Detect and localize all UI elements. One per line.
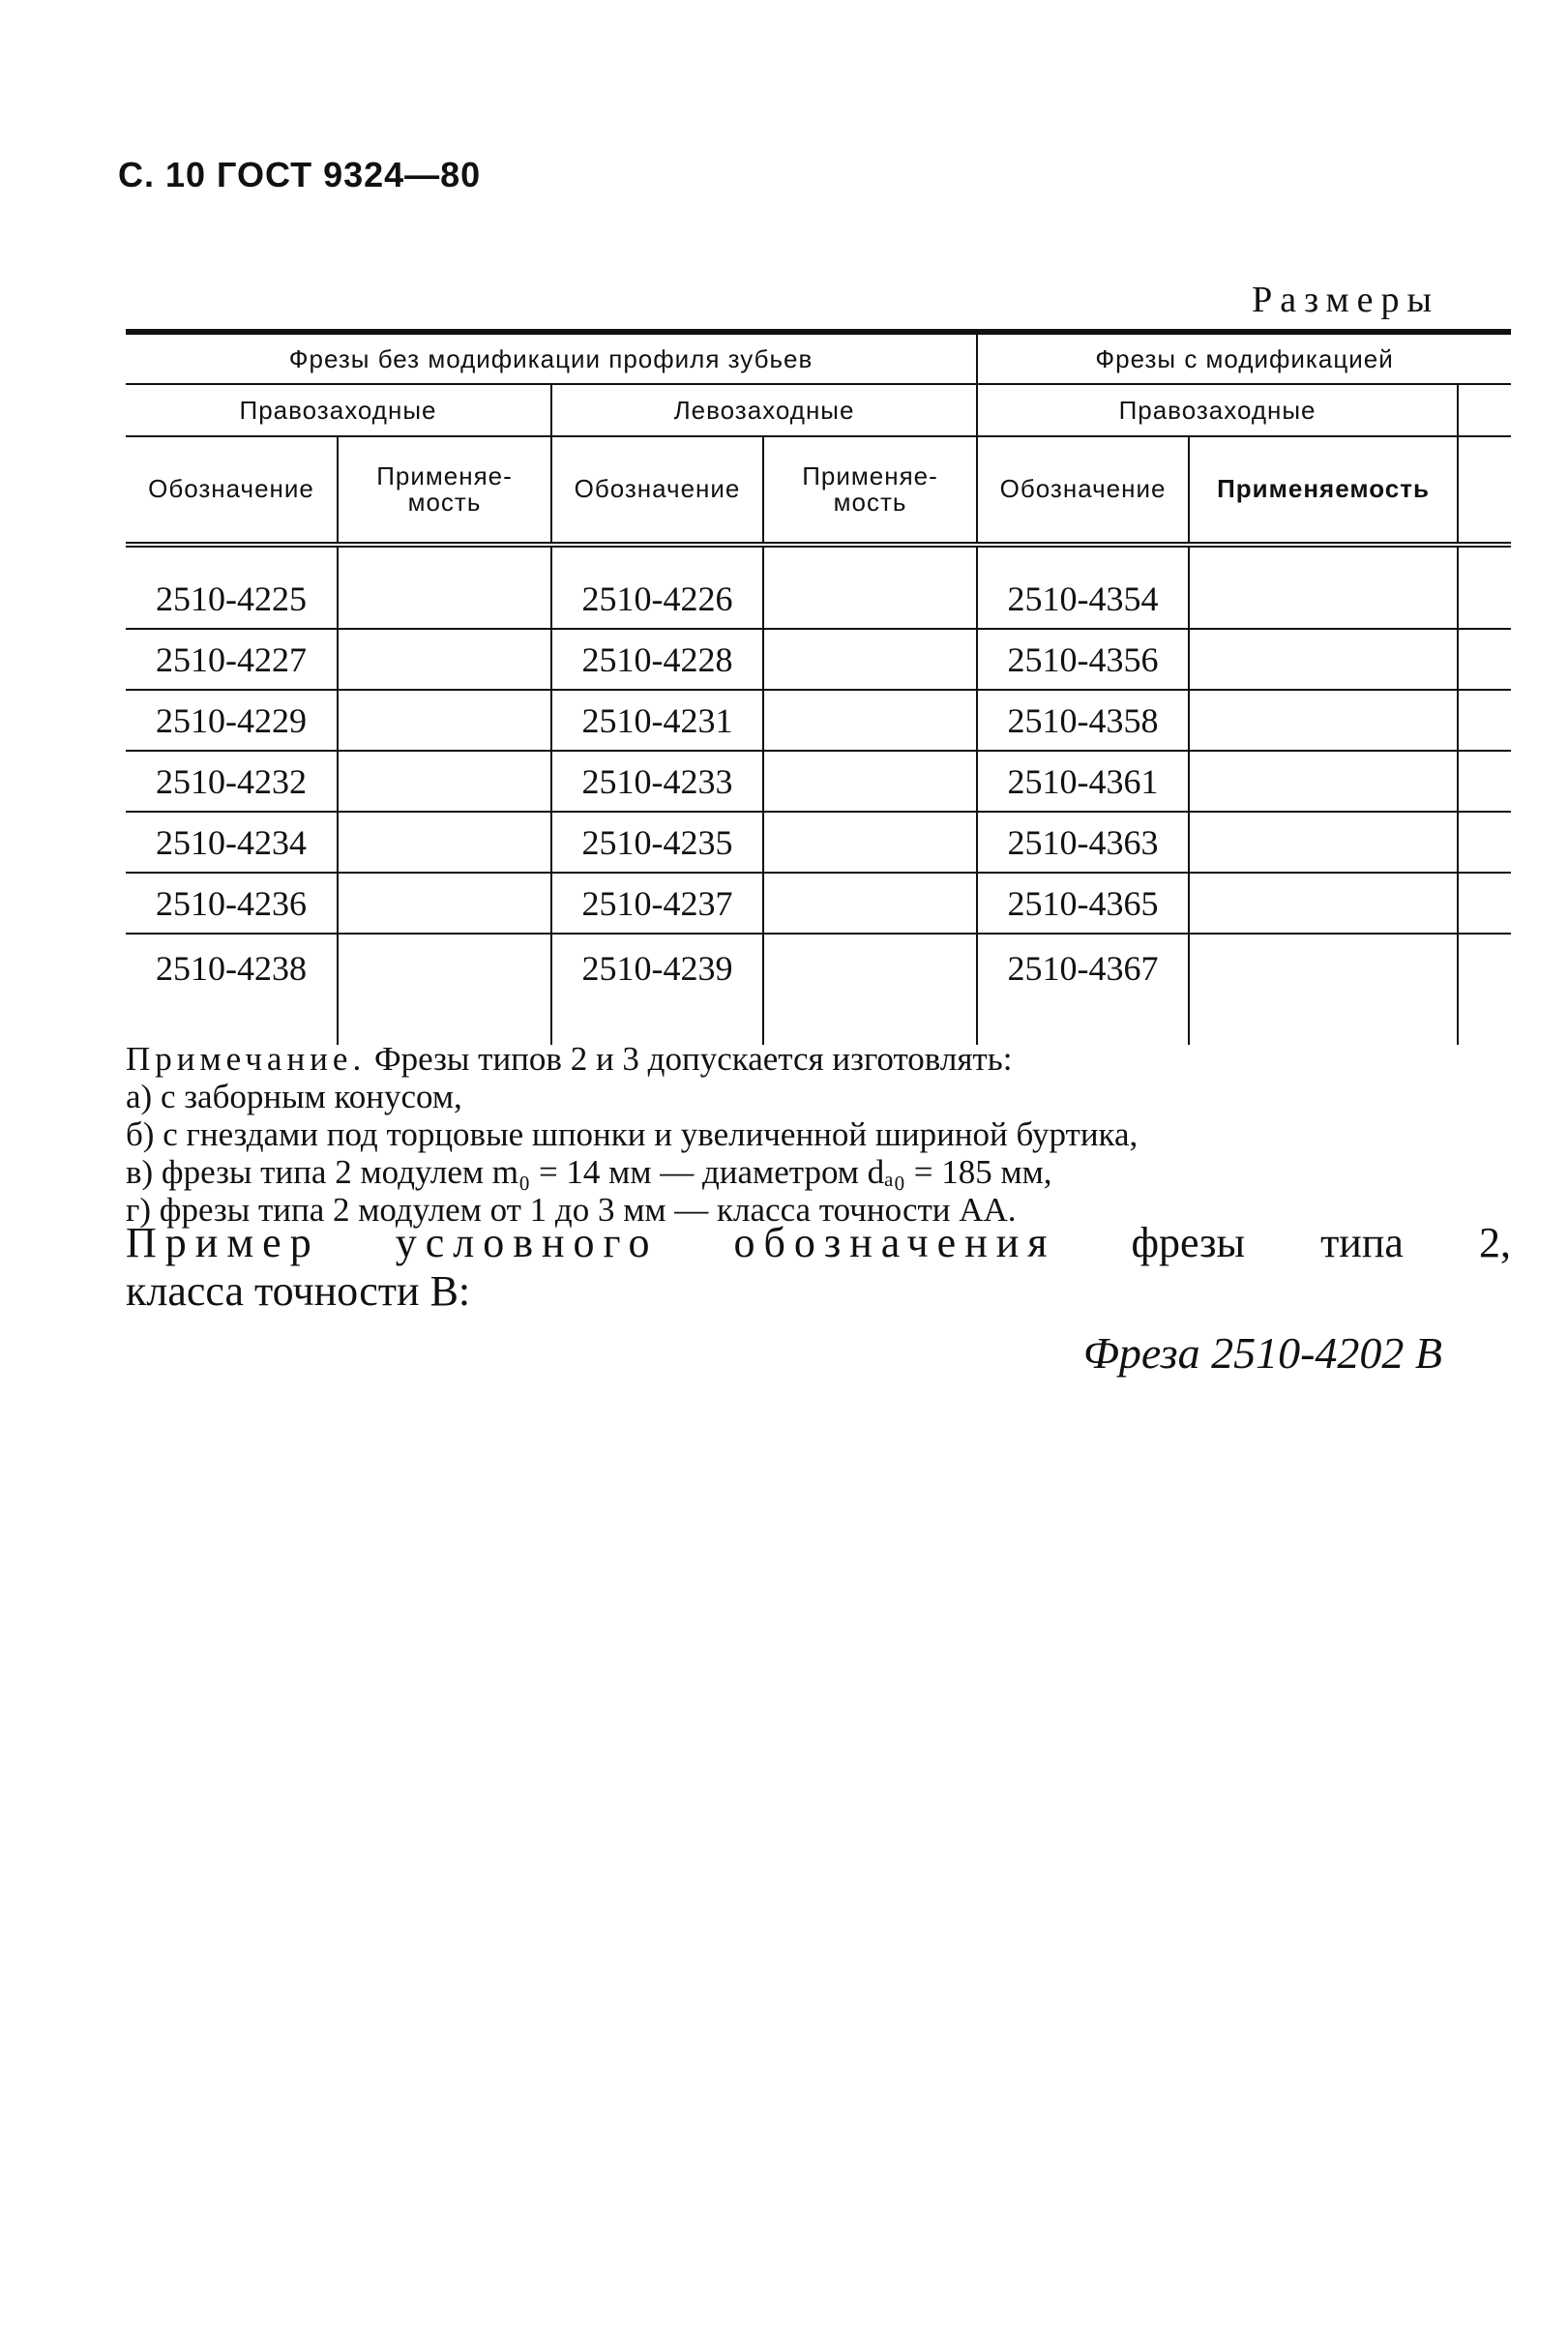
designation-table	[126, 329, 1511, 1045]
designation-left: 2510-4237	[551, 873, 763, 934]
example-word: обозначения	[733, 1219, 1056, 1266]
designation-right: 2510-4232	[126, 751, 338, 812]
applicability-cell	[338, 569, 551, 629]
applicability-cell	[1189, 812, 1458, 873]
applicability-cell	[1189, 934, 1458, 1045]
example-line-1	[126, 1219, 1511, 1267]
example-word: фрезы	[1131, 1219, 1246, 1266]
designation-right: 2510-4229	[126, 690, 338, 751]
applicability-cell	[763, 690, 977, 751]
designation-mod: 2510-4361	[977, 751, 1189, 812]
table-note	[126, 1040, 1499, 1229]
designation-left: 2510-4233	[551, 751, 763, 812]
applicability-cell	[763, 751, 977, 812]
table-row	[126, 873, 1511, 934]
applicability-cell	[338, 690, 551, 751]
applicability-cell	[338, 873, 551, 934]
applicability-cell	[763, 569, 977, 629]
col-designation: Обозначение	[551, 436, 763, 545]
designation-left: 2510-4231	[551, 690, 763, 751]
table-row	[126, 629, 1511, 690]
applicability-cell	[1189, 751, 1458, 812]
applicability-cell	[338, 812, 551, 873]
table-row	[126, 690, 1511, 751]
col-applicability-mod: Применяемость	[1189, 436, 1458, 545]
designation-right: 2510-4227	[126, 629, 338, 690]
note-item: г) фрезы типа 2 модулем от 1 до 3 мм — класса точности АА.	[126, 1191, 1017, 1229]
applicability-cell	[763, 873, 977, 934]
designation-right: 2510-4236	[126, 873, 338, 934]
table-row	[126, 934, 1511, 1045]
note-text: Фрезы типов 2 и 3 допускается изготовлять:	[366, 1040, 1013, 1078]
designation-mod: 2510-4354	[977, 569, 1189, 629]
col-applicability: Применяе- мость	[763, 436, 977, 545]
col-designation: Обозначение	[126, 436, 338, 545]
note-item: б) с гнездами под торцовые шпонки и увеличенной шириной буртика,	[126, 1115, 1139, 1153]
table-title: Размеры	[1252, 280, 1439, 320]
header-blank	[1458, 384, 1511, 436]
example-word: типа	[1320, 1219, 1404, 1266]
example-word: условного	[395, 1219, 659, 1266]
applicability-cell	[1189, 690, 1458, 751]
designation-left: 2510-4228	[551, 629, 763, 690]
applicability-cell	[1189, 569, 1458, 629]
header-blank	[1458, 436, 1511, 545]
table-row	[126, 751, 1511, 812]
applicability-cell	[338, 934, 551, 1045]
example-word: 2,	[1478, 1219, 1511, 1266]
applicability-cell	[338, 751, 551, 812]
designation-left: 2510-4226	[551, 569, 763, 629]
col-applicability: Применяе- мость	[338, 436, 551, 545]
note-lead: Примечание.	[126, 1040, 367, 1078]
designation-right: 2510-4225	[126, 569, 338, 629]
designation-left: 2510-4235	[551, 812, 763, 873]
applicability-cell	[763, 934, 977, 1045]
designation-mod: 2510-4358	[977, 690, 1189, 751]
designation-mod: 2510-4367	[977, 934, 1189, 1045]
col-designation: Обозначение	[977, 436, 1189, 545]
group-with-modification: Фрезы с модификацией	[977, 332, 1511, 384]
example-paragraph	[126, 1219, 1511, 1316]
group-no-modification: Фрезы без модификации профиля зубьев	[126, 332, 977, 384]
example-designation: Фреза 2510-4202 В	[1082, 1328, 1442, 1378]
note-heading	[126, 1040, 1499, 1078]
applicability-cell	[1189, 873, 1458, 934]
applicability-cell	[1189, 629, 1458, 690]
applicability-cell	[763, 629, 977, 690]
note-item: а) с заборным конусом,	[126, 1078, 462, 1115]
designation-mod: 2510-4363	[977, 812, 1189, 873]
designation-mod: 2510-4365	[977, 873, 1189, 934]
designation-right: 2510-4234	[126, 812, 338, 873]
note-item: в) фрезы типа 2 модулем m₀ = 14 мм — диаметром dₐ₀ = 185 мм,	[126, 1153, 1052, 1191]
table-row	[126, 812, 1511, 873]
subgroup-right-hand: Правозаходные	[126, 384, 551, 436]
applicability-cell	[763, 812, 977, 873]
example-line-2: класса точности В:	[126, 1267, 471, 1315]
designation-right: 2510-4238	[126, 934, 338, 1045]
page-header: С. 10 ГОСТ 9324—80	[118, 155, 482, 194]
subgroup-right-hand-mod: Правозаходные	[977, 384, 1458, 436]
designation-left: 2510-4239	[551, 934, 763, 1045]
table-row	[126, 569, 1511, 629]
designation-mod: 2510-4356	[977, 629, 1189, 690]
applicability-cell	[338, 629, 551, 690]
example-word: Пример	[126, 1219, 320, 1266]
subgroup-left-hand: Левозаходные	[551, 384, 977, 436]
